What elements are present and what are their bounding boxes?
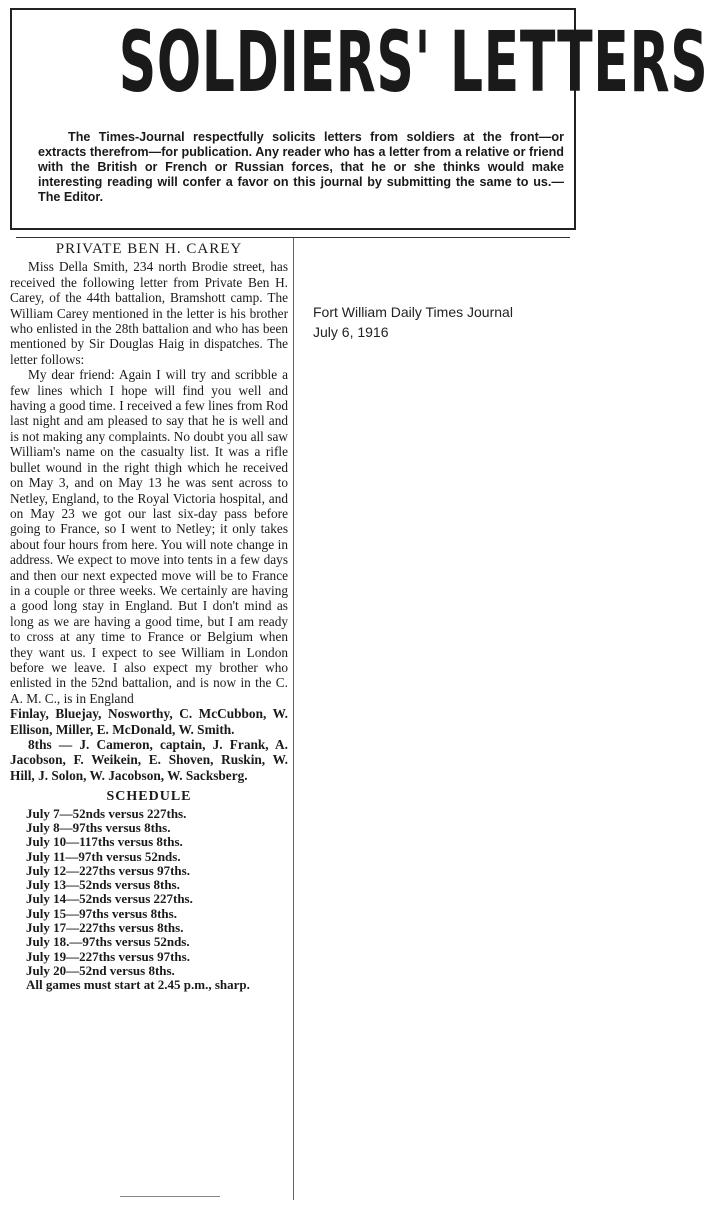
schedule-item: July 17—227ths versus 8ths.	[26, 920, 184, 935]
page-title: SOLDIERS' LETTERS	[118, 13, 708, 111]
editor-note: The Times-Journal respectfully solicits letters from soldiers at the front—or extracts therefrom—for publication. Any reader who has a letter from a relative or friend with the British or French or Russian forces, that he or she thinks would make interesting reading will confer a favor on this journal by submitting the same to us.—The Editor.	[38, 130, 564, 204]
masthead-box	[10, 8, 708, 230]
schedule-item: July 15—97ths versus 8ths.	[26, 905, 177, 921]
schedule-item: July 13—52nds versus 8ths.	[26, 877, 180, 893]
schedule-item: July 20—52nd versus 8ths.	[26, 962, 175, 978]
schedule-item: July 10—117ths versus 8ths.	[26, 834, 183, 850]
schedule-heading: SCHEDULE	[106, 789, 192, 805]
caption-publication: Fort William Daily Times Journal	[313, 304, 513, 320]
schedule-item: July 8—97ths versus 8ths.	[26, 819, 171, 835]
schedule-item: July 11—97th versus 52nds.	[26, 848, 181, 864]
schedule-item: July 18.—97ths versus 52nds.	[26, 934, 190, 950]
schedule-item: July 19—227ths versus 97ths.	[26, 948, 190, 964]
schedule-closing: All games must start at 2.45 p.m., sharp.	[26, 977, 250, 993]
caption-date: July 6, 1916	[313, 324, 389, 340]
letter-body-paragraph: My dear friend: Again I will try and scribble a few lines which I hope will find you well and having a good time. I received a few lines from Rod last night and am pleased to say that he is well and is not making any complaints. No doubt you all saw William's name on the casualty list. It was a rifle bullet wound in the right thigh which he received on May 3, and on May 13 he was sent across to Netley, England, to the Royal Victoria hospital, and on May 23 we got our last six-day pass before going to France, so I went to Netley; it only takes about four hours from here. You will note change in address. We expect to move into tents in a few days and then our next expected move will be to France in a couple or three weeks. We certainly are having a good long stay in England. But I don't mind as long as we are having a good time, but I am ready to cross at any time to France or Belgium when they want us. I expect to see William in London before we leave. I also expect my brother who enlisted in the 52nd battalion, and is now in the C. A. M. C., is in England	[10, 367, 288, 706]
schedule-list	[10, 807, 288, 993]
schedule-item: July 14—52nds versus 227ths.	[26, 891, 193, 907]
article-byline: PRIVATE BEN H. CAREY	[55, 241, 243, 257]
article-column	[10, 242, 288, 992]
team-8ths-paragraph: 8ths — J. Cameron, captain, J. Frank, A. Jacobson, F. Weikein, E. Shoven, Ruskin, W. Hill, J. Solon, W. Jacobson, W. Sacksberg.	[10, 737, 288, 783]
article-intro-paragraph: Miss Della Smith, 234 north Brodie street, has received the following letter from Private Ben H. Carey, of the 44th battalion, Bramshott camp. The William Carey mentioned in the letter is his brother who enlisted in the 28th battalion and who has been mentioned by Sir Douglas Haig in dispatches. The letter follows:	[10, 259, 288, 367]
column-divider	[293, 238, 294, 1200]
schedule-item: July 12—227ths versus 97ths.	[26, 862, 190, 878]
team-list-paragraph: Finlay, Bluejay, Nosworthy, C. McCubbon, W. Ellison, Miller, E. McDonald, W. Smith.	[10, 706, 288, 737]
source-caption	[313, 302, 513, 342]
bottom-divider	[120, 1196, 220, 1197]
schedule-item: July 7—52nds versus 227ths.	[26, 805, 187, 821]
